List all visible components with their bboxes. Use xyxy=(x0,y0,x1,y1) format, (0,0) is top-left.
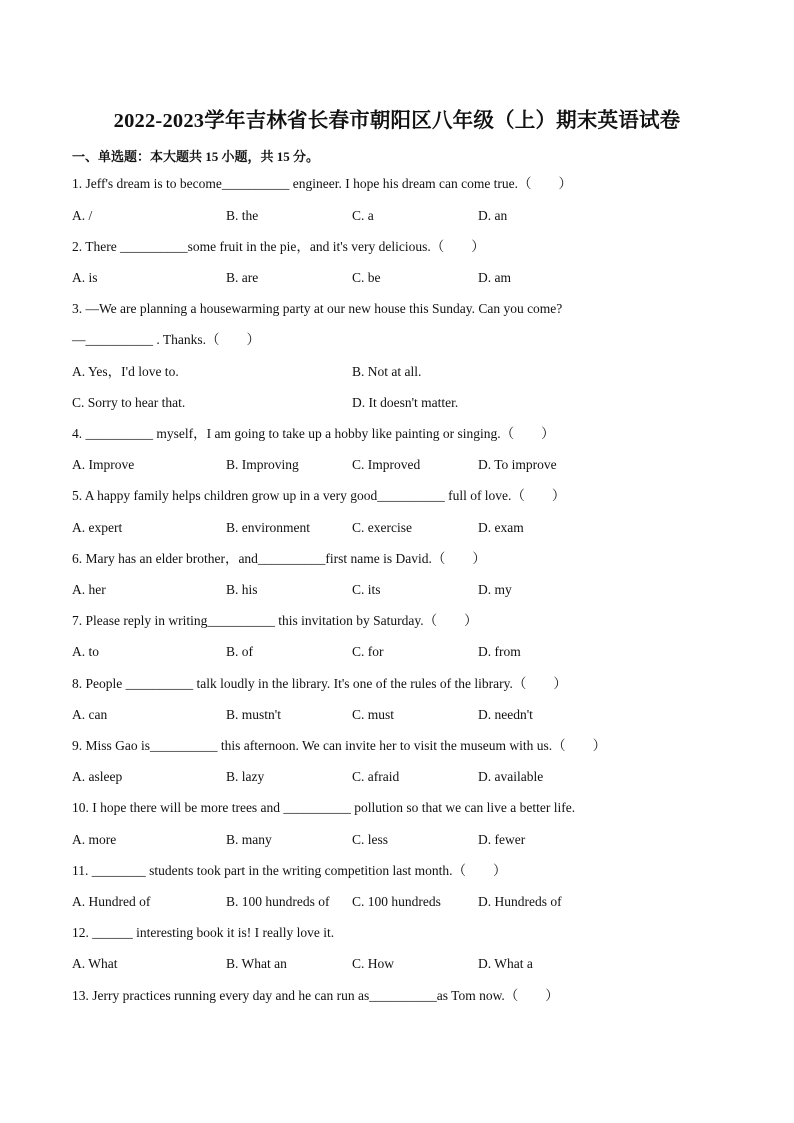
option-b[interactable]: B. Improving xyxy=(226,457,299,472)
question-stem: 10. I hope there will be more trees and __________ pollution so that we can live a better life. xyxy=(72,800,576,815)
option-c[interactable]: C. less xyxy=(352,832,389,847)
option-row xyxy=(72,456,772,474)
option-b[interactable]: B. 100 hundreds of xyxy=(226,894,330,909)
question-stem: 11. ________ students took part in the writing competition last month.（ ） xyxy=(72,863,507,878)
option-c[interactable]: C. must xyxy=(352,707,395,722)
option-d[interactable]: D. To improve xyxy=(478,457,557,472)
option-b[interactable]: B. lazy xyxy=(226,769,265,784)
option-b[interactable]: B. mustn't xyxy=(226,707,281,722)
question-stem: 5. A happy family helps children grow up in a very good__________ full of love.（ ） xyxy=(72,488,566,503)
section-heading: 一、单选题：本大题共 15 小题，共 15 分。 xyxy=(72,149,320,164)
option-row xyxy=(72,269,772,287)
question-stem: 2. There __________some fruit in the pie，and it's very delicious.（ ） xyxy=(72,239,485,254)
question-stem-continued: —__________ . Thanks.（ ） xyxy=(72,332,260,347)
option-c[interactable]: C. a xyxy=(352,208,374,223)
option-c[interactable]: C. exercise xyxy=(352,520,412,535)
option-a[interactable]: A. expert xyxy=(72,520,123,535)
option-d[interactable]: D. It doesn't matter. xyxy=(352,395,459,410)
option-d[interactable]: D. needn't xyxy=(478,707,533,722)
question-stem: 3. —We are planning a housewarming party at our new house this Sunday. Can you come? xyxy=(72,301,563,316)
option-row xyxy=(72,394,772,412)
option-b[interactable]: B. many xyxy=(226,832,272,847)
option-row xyxy=(72,955,772,973)
option-c[interactable]: C. Improved xyxy=(352,457,421,472)
option-c[interactable]: C. for xyxy=(352,644,384,659)
option-a[interactable]: A. Yes，I'd love to. xyxy=(72,364,179,379)
option-a[interactable]: A. can xyxy=(72,707,108,722)
option-c[interactable]: C. be xyxy=(352,270,381,285)
option-row xyxy=(72,893,772,911)
option-d[interactable]: D. available xyxy=(478,769,544,784)
option-a[interactable]: A. to xyxy=(72,644,99,659)
option-d[interactable]: D. fewer xyxy=(478,832,526,847)
exam-title: 2022-2023学年吉林省长春市朝阳区八年级（上）期末英语试卷 xyxy=(113,110,681,132)
option-b[interactable]: B. What an xyxy=(226,956,287,971)
question-stem: 7. Please reply in writing__________ this invitation by Saturday.（ ） xyxy=(72,613,478,628)
option-a[interactable]: A. Improve xyxy=(72,457,135,472)
option-a[interactable]: A. Hundred of xyxy=(72,894,151,909)
option-d[interactable]: D. my xyxy=(478,582,512,597)
option-row xyxy=(72,768,772,786)
option-a[interactable]: A. / xyxy=(72,208,93,223)
option-row xyxy=(72,706,772,724)
question-stem: 13. Jerry practices running every day and he can run as__________as Tom now.（ ） xyxy=(72,988,559,1003)
option-d[interactable]: D. from xyxy=(478,644,521,659)
question-stem: 6. Mary has an elder brother，and__________first name is David.（ ） xyxy=(72,551,486,566)
option-c[interactable]: C. afraid xyxy=(352,769,400,784)
option-row xyxy=(72,207,772,225)
option-b[interactable]: B. the xyxy=(226,208,259,223)
option-b[interactable]: B. his xyxy=(226,582,258,597)
option-row xyxy=(72,643,772,661)
question-stem: 12. ______ interesting book it is! I really love it. xyxy=(72,925,335,940)
option-a[interactable]: A. her xyxy=(72,582,106,597)
option-a[interactable]: A. What xyxy=(72,956,118,971)
question-stem: 8. People __________ talk loudly in the library. It's one of the rules of the library.（ ） xyxy=(72,676,567,691)
option-row xyxy=(72,581,772,599)
option-d[interactable]: D. What a xyxy=(478,956,533,971)
option-d[interactable]: D. Hundreds of xyxy=(478,894,562,909)
option-c[interactable]: C. How xyxy=(352,956,395,971)
option-c[interactable]: C. 100 hundreds xyxy=(352,894,441,909)
question-stem: 4. __________ myself，I am going to take up a hobby like painting or singing.（ ） xyxy=(72,426,555,441)
option-b[interactable]: B. environment xyxy=(226,520,310,535)
option-row xyxy=(72,831,772,849)
option-b[interactable]: B. Not at all. xyxy=(352,364,422,379)
option-row xyxy=(72,363,772,381)
option-b[interactable]: B. are xyxy=(226,270,259,285)
question-stem: 1. Jeff's dream is to become__________ engineer. I hope his dream can come true.（ ） xyxy=(72,176,573,191)
option-row xyxy=(72,519,772,537)
option-c[interactable]: C. its xyxy=(352,582,381,597)
option-a[interactable]: A. is xyxy=(72,270,98,285)
question-stem: 9. Miss Gao is__________ this afternoon. We can invite her to visit the museum with us.（ ） xyxy=(72,738,607,753)
option-a[interactable]: A. more xyxy=(72,832,117,847)
option-a[interactable]: A. asleep xyxy=(72,769,123,784)
option-d[interactable]: D. an xyxy=(478,208,508,223)
option-b[interactable]: B. of xyxy=(226,644,253,659)
option-d[interactable]: D. exam xyxy=(478,520,524,535)
option-d[interactable]: D. am xyxy=(478,270,511,285)
option-c[interactable]: C. Sorry to hear that. xyxy=(72,395,186,410)
